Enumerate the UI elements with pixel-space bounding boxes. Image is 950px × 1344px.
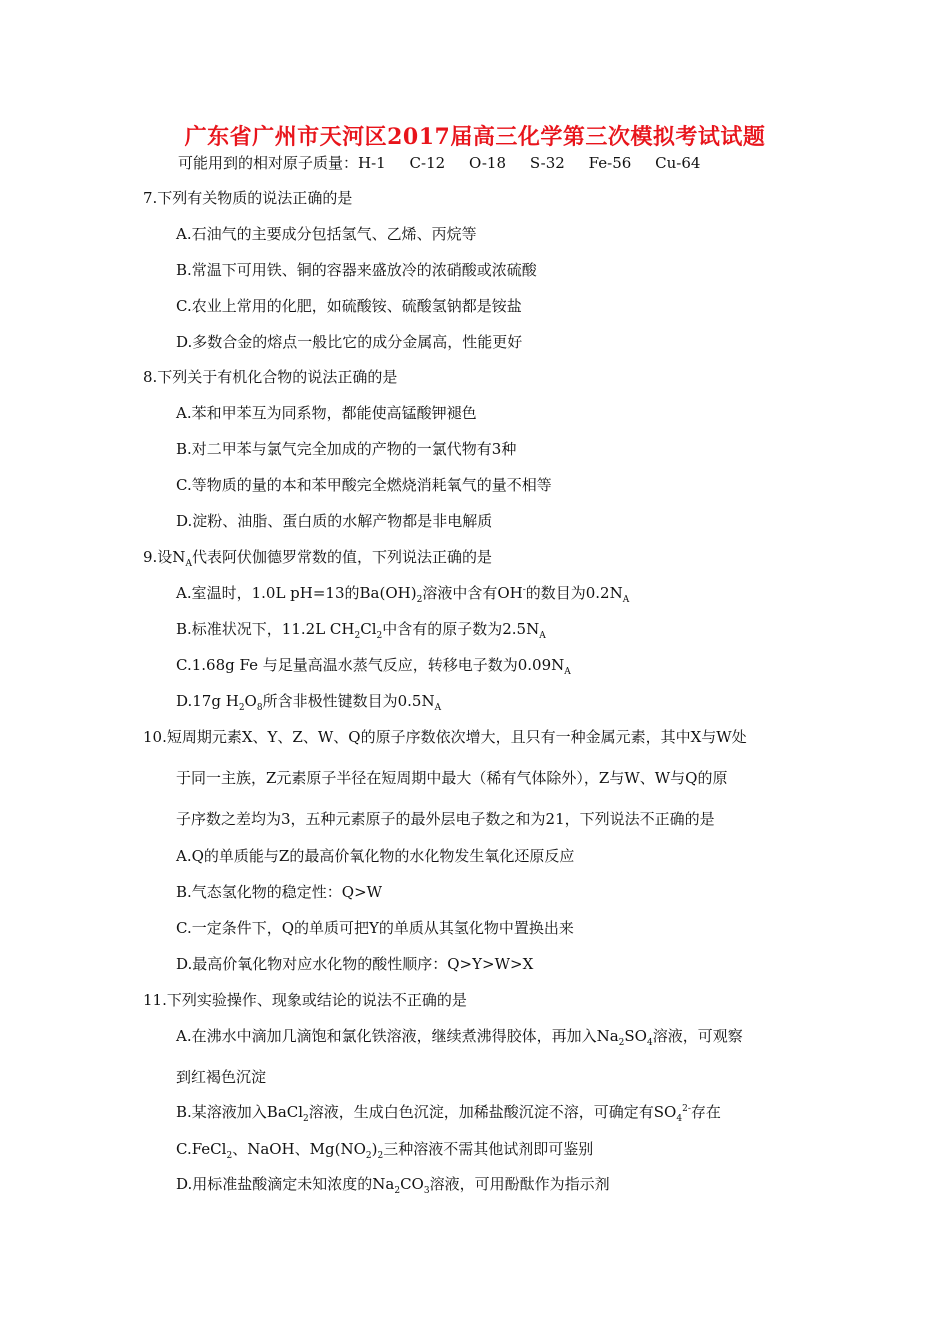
question-10-stem-line-2: 于同一主族，Z元素原子半径在短周期中最大（稀有气体除外），Z与W、W与Q的原: [176, 769, 728, 787]
question-8-option-c: C.等物质的量的本和苯甲酸完全燃烧消耗氧气的量不相等: [176, 476, 552, 494]
question-7-option-c: C.农业上常用的化肥，如硫酸铵、硫酸氢钠都是铵盐: [176, 297, 522, 315]
question-11-option-d: D.用标准盐酸滴定未知浓度的$Na_2CO_3$溶液，可用酚酞作为指示剂: [176, 1175, 610, 1196]
document-title: 广东省广州市天河区2017届高三化学第三次模拟考试试题: [184, 124, 766, 150]
question-10-stem-line-1: 10.短周期元素X、Y、Z、W、Q的原子序数依次增大，且只有一种金属元素，其中X与W处: [143, 728, 747, 746]
question-10-option-c: C.一定条件下，Q的单质可把Y的单质从其氢化物中置换出来: [176, 919, 574, 937]
question-10-option-b: B.气态氢化物的稳定性：Q>W: [176, 883, 383, 901]
question-10-option-a: A.Q的单质能与Z的最高价氧化物的水化物发生氧化还原反应: [176, 847, 575, 865]
question-7-option-d: D.多数合金的熔点一般比它的成分金属高，性能更好: [176, 333, 523, 351]
question-8-option-b: B.对二甲苯与氯气完全加成的产物的一氯代物有3种: [176, 440, 517, 458]
question-7-stem: 7.下列有关物质的说法正确的是: [143, 189, 353, 207]
atomic-masses-line: 可能用到的相对原子质量：H-1 C-12 O-18 S-32 Fe-56 Cu-64: [178, 154, 701, 172]
question-8-option-d: D.淀粉、油脂、蛋白质的水解产物都是非电解质: [176, 512, 493, 530]
question-8-stem: 8.下列关于有机化合物的说法正确的是: [143, 368, 398, 386]
question-7-option-b: B.常温下可用铁、铜的容器来盛放冷的浓硝酸或浓硫酸: [176, 261, 537, 279]
question-11-option-a: A.在沸水中滴加几滴饱和氯化铁溶液，继续煮沸得胶体，再加入$Na_2SO_4$溶液，可观察: [176, 1027, 743, 1048]
question-7-option-a: A.石油气的主要成分包括氢气、乙烯、丙烷等: [176, 225, 477, 243]
question-9-option-b: B.标准状况下，11.2L $CH_2Cl_2$中含有的原子数为$2.5N_A$: [176, 620, 546, 641]
question-10-option-d: D.最高价氧化物对应水化物的酸性顺序：Q>Y>W>X: [176, 955, 534, 973]
question-11-option-c: C.FeCl$_2$、NaOH、$Mg(NO_2)_2$三种溶液不需其他试剂即可鉴别: [176, 1140, 594, 1161]
question-10-stem-line-3: 子序数之差均为3，五种元素原子的最外层电子数之和为21，下列说法不正确的是: [176, 810, 715, 828]
question-9-stem: 9.设$N_A$代表阿伏伽德罗常数的值，下列说法正确的是: [143, 548, 492, 569]
question-8-option-a: A.苯和甲苯互为同系物，都能使高锰酸钾褪色: [176, 404, 477, 422]
question-11-option-a-continued: 到红褐色沉淀: [176, 1068, 267, 1086]
question-9-option-d: D.17g $H_2O_8$所含非极性键数目为$0.5N_A$: [176, 692, 442, 713]
question-11-option-b: B.某溶液加入BaCl$_2$溶液，生成白色沉淀，加稀盐酸沉淀不溶，可确定有$SO_4^{2-}$存在: [176, 1103, 721, 1124]
question-9-option-a: A.室温时，1.0L pH=13的$Ba(OH)_2$溶液中含有OH-的数目为$0.2N_A$: [176, 584, 630, 605]
question-9-option-c: C.1.68g Fe 与足量高温水蒸气反应，转移电子数为$0.09N_A$: [176, 656, 571, 677]
question-11-stem: 11.下列实验操作、现象或结论的说法不正确的是: [143, 991, 467, 1009]
